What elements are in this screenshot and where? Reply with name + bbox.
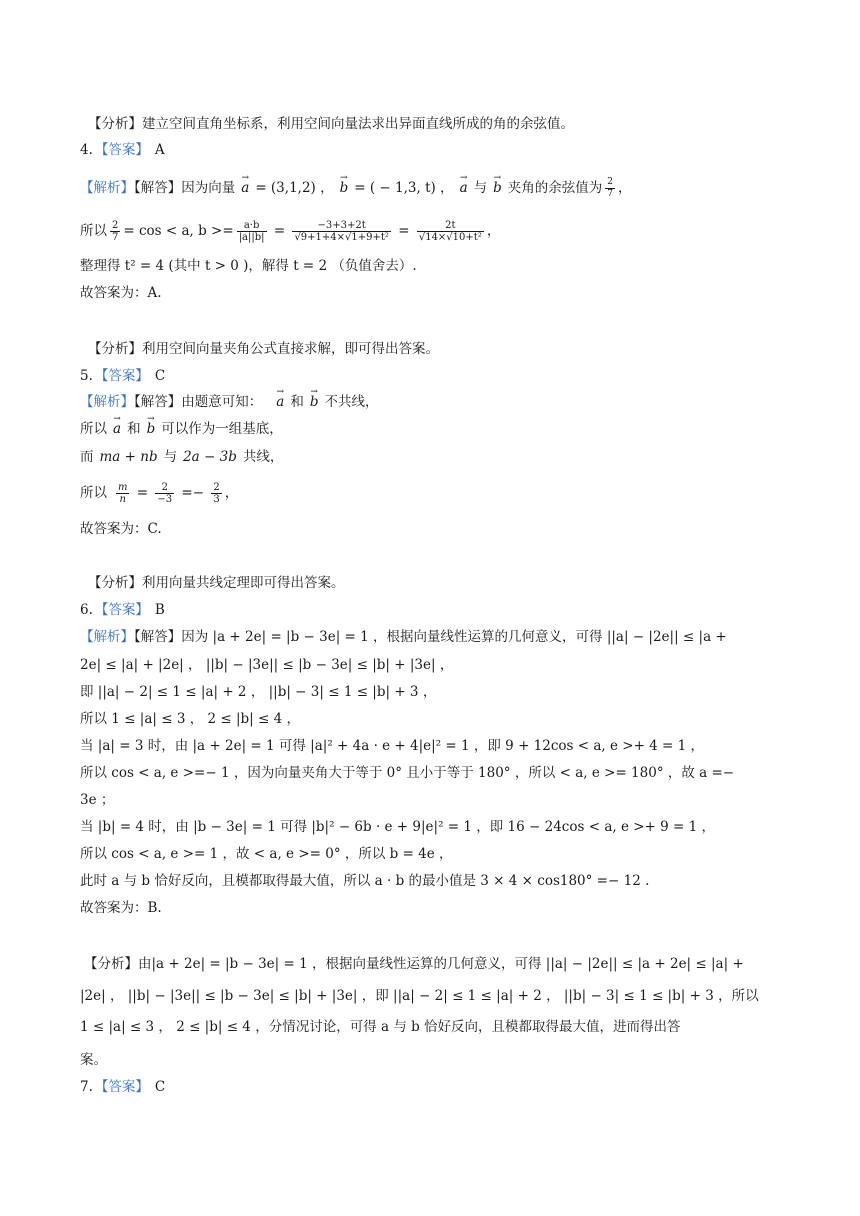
text-line: 故答案为：B. xyxy=(80,900,162,916)
fraction xyxy=(292,220,390,243)
text-span: 【解答】因为向量 xyxy=(134,180,236,196)
vector-a: → a xyxy=(241,179,249,197)
text-line: 即 ||a| − 2| ≤ 1 ≤ |a| + 2 ， ||b| − 3| ≤ 1 ≤ |b| + 3 ， xyxy=(80,684,437,700)
text-line: 案。 xyxy=(80,1052,107,1068)
text-span: 与 xyxy=(473,180,488,196)
text-line: 所以 cos < a, e >=− 1 ，因为向量夹角大于等于 0° 且小于等于 180° ，所以 < a, e >= 180° ，故 a =− xyxy=(80,765,735,781)
question-number: 7. xyxy=(80,1079,93,1095)
denominator: −3 xyxy=(157,494,173,505)
numerator: 2 xyxy=(112,220,119,231)
question-number: 5. xyxy=(80,368,93,384)
analysis-line: 【分析】由|a + 2e| = |b − 3e| = 1 ，根据向量线性运算的几何意义，可得 ||a| − |2e|| ≤ |a + 2e| ≤ |a| + xyxy=(84,956,744,972)
text-line: 当 |a| = 3 时，由 |a + 2e| = 1 可得 |a|² + 4a · e + 4|e|² = 1 ，即 9 + 12cos < a, e >+ 4 = 1 ， xyxy=(80,738,705,754)
analysis-line: 【分析】建立空间直角坐标系，利用空间向量法求出异面直线所成的角的余弦值。 xyxy=(88,116,574,132)
text-line xyxy=(80,420,780,438)
text-line: 故答案为：A. xyxy=(80,285,162,301)
text-span: ， xyxy=(224,485,239,501)
numerator: 2 xyxy=(607,177,614,187)
numerator: a·b xyxy=(237,220,267,232)
text-span: 和 xyxy=(127,421,141,437)
answer-line-q5 xyxy=(80,367,780,385)
text-line: 2e| ≤ |a| + |2e| ， ||b| − |3e|| ≤ |b − 3e| ≤ |b| + |3e| ， xyxy=(80,657,454,673)
answer-value: A xyxy=(154,142,165,158)
text-span: 不共线， xyxy=(324,394,379,410)
math-span: = (3,1,2) ， xyxy=(255,180,334,196)
text-line: 故答案为：C. xyxy=(80,521,162,537)
math-span: 2a − 3b xyxy=(183,449,237,465)
solution-line xyxy=(80,628,780,646)
text-span: 所以 xyxy=(80,421,107,437)
text-line xyxy=(80,448,780,466)
math-span: = ( − 1,3, t) ， xyxy=(354,180,454,196)
denominator: n xyxy=(119,494,126,505)
text-span: 夹角的余弦值为 xyxy=(507,180,603,196)
answer-value: C xyxy=(154,368,166,384)
answer-line-q6 xyxy=(80,601,780,619)
solution-tag: 【解析】 xyxy=(80,394,134,410)
text-line: 1 ≤ |a| ≤ 3 ， 2 ≤ |b| ≤ 4 ，分情况讨论，可得 a 与 b 恰好反向，且模都取得最大值，进而得出答 xyxy=(80,1019,681,1035)
text-span: 所以 xyxy=(80,485,107,501)
analysis-line: 【分析】利用向量共线定理即可得出答案。 xyxy=(88,575,345,591)
text-span: 共线， xyxy=(242,449,284,465)
formula-line: 所以 $\frac{2}{7}$ = cos < a, b >= $\frac{a\cdot b}{|a||b|}$ = $\frac{-3+3+2t}{\text{√9+1+4×√1+9+t²}}$ = $\frac{2t}{\text{√14×√10+t²}}$ ， xyxy=(80,220,501,243)
text-span: ， xyxy=(618,180,632,196)
vector-b: → b xyxy=(147,420,156,438)
analysis-line: 【分析】利用空间向量夹角公式直接求解，即可得出答案。 xyxy=(88,341,439,357)
question-number: 6. xyxy=(80,602,93,618)
text-span: 可以作为一组基底， xyxy=(161,421,283,437)
denominator: |a||b| xyxy=(238,232,265,243)
answer-tag: 【答案】 xyxy=(94,1079,149,1095)
denominator: √14×√10+t² xyxy=(418,232,482,243)
text-line: 整理得 t² = 4 (其中 t > 0 )，解得 t = 2 （负值舍去）. xyxy=(80,258,417,274)
text-line: 当 |b| = 4 时，由 |b − 3e| = 1 可得 |b|² − 6b · e + 9|e|² = 1 ，即 16 − 24cos < a, e >+ 9 = 1 ， xyxy=(80,819,716,835)
solution-tag: 【解析】 xyxy=(80,180,134,196)
text-line: |2e| ， ||b| − |3e|| ≤ |b − 3e| ≤ |b| + |3e| ，即 ||a| − 2| ≤ 1 ≤ |a| + 2 ， ||b| − 3| ≤ 1 ≤ |b| + 3 ，所以 xyxy=(80,988,759,1004)
fraction xyxy=(155,482,174,505)
fraction xyxy=(116,482,129,505)
numerator: 2t xyxy=(417,220,484,232)
text-line: 3e ； xyxy=(80,792,115,808)
math-span: ma + nb xyxy=(99,449,158,465)
solution-line xyxy=(80,393,780,411)
text-line: 此时 a 与 b 恰好反向，且模都取得最大值，所以 a · b 的最小值是 3 × 4 × cos180° =− 12 . xyxy=(80,873,650,889)
vector-a: → a xyxy=(460,179,468,197)
fraction xyxy=(605,177,615,200)
answer-value: C xyxy=(154,1079,166,1095)
answer-line-q4 xyxy=(80,141,780,159)
vector-b: → b xyxy=(310,393,319,411)
text-span: 【解答】由题意可知： xyxy=(134,394,263,410)
text-line: 所以 cos < a, e >= 1 ，故 < a, e >= 0° ，所以 b = 4e ， xyxy=(80,846,453,862)
fraction xyxy=(110,220,120,243)
denominator: 7 xyxy=(112,232,119,243)
fraction xyxy=(211,482,221,505)
numerator: 2 xyxy=(155,482,174,494)
text-span: 【解答】因为 |a + 2e| = |b − 3e| = 1 ，根据向量线性运算的几何意义，可得 ||a| − |2e|| ≤ |a + xyxy=(134,629,727,645)
formula-line: 所以 $\frac{m}{n}$ = $\frac{2}{-3}$ =− $\frac{2}{3}$ ， xyxy=(80,482,239,505)
fraction xyxy=(237,220,267,243)
fraction xyxy=(417,220,484,243)
text-line: 所以 1 ≤ |a| ≤ 3 ， 2 ≤ |b| ≤ 4 ， xyxy=(80,711,300,727)
vector-b: → b xyxy=(493,179,502,197)
denominator: 7 xyxy=(607,189,614,199)
vector-b: → b xyxy=(340,179,349,197)
question-number: 4. xyxy=(80,142,93,158)
text-span: 所以 xyxy=(80,223,107,239)
vector-a: → a xyxy=(276,393,284,411)
text-span: 而 xyxy=(80,449,94,465)
text-span: 和 xyxy=(290,394,304,410)
answer-tag: 【答案】 xyxy=(94,602,149,618)
text-span: 与 xyxy=(163,449,178,465)
solution-tag: 【解析】 xyxy=(80,629,134,645)
answer-tag: 【答案】 xyxy=(94,142,149,158)
vector-a: → a xyxy=(113,420,121,438)
answer-line-q7 xyxy=(80,1078,780,1096)
solution-line xyxy=(80,177,780,200)
math-span: = cos < a, b >= xyxy=(123,223,234,239)
numerator: −3+3+2t xyxy=(292,220,390,232)
numerator: m xyxy=(118,482,128,493)
numerator: 2 xyxy=(213,482,220,493)
text-span: ， xyxy=(486,223,501,239)
denominator: 3 xyxy=(213,494,220,505)
answer-value: B xyxy=(154,602,165,618)
answer-tag: 【答案】 xyxy=(94,368,149,384)
denominator: √9+1+4×√1+9+t² xyxy=(294,232,389,243)
